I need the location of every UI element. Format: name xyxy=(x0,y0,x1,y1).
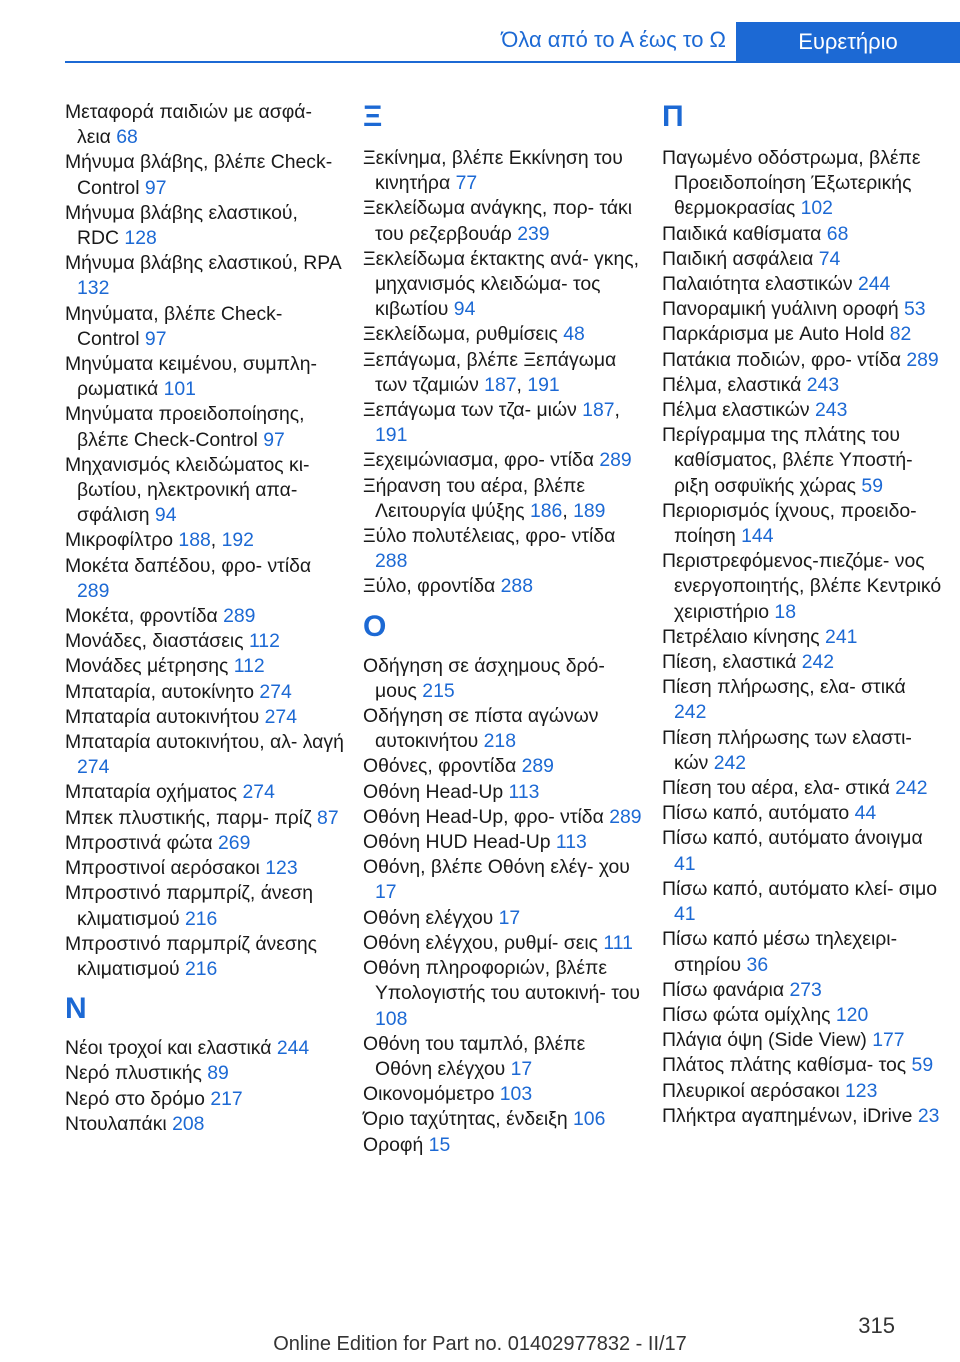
entry-text: Μοκέτα, φροντίδα xyxy=(65,605,218,628)
entry-text: Οθόνη Head-Up xyxy=(363,780,504,803)
index-entry xyxy=(363,146,643,196)
entry-text: Οικονομόμετρο xyxy=(363,1083,495,1106)
page-reference-link[interactable]: 144 xyxy=(741,525,774,548)
section-letter: Ξ xyxy=(363,100,383,133)
page-reference-link[interactable]: 216 xyxy=(184,957,218,980)
entry-text: Οθόνη ελέγχου xyxy=(363,906,494,929)
page-reference-link[interactable]: 187 xyxy=(582,399,615,422)
page-number: 315 xyxy=(858,1313,895,1338)
index-entry xyxy=(65,680,345,705)
index-entry xyxy=(65,604,345,629)
page-reference-link[interactable]: 17 xyxy=(510,1057,533,1080)
index-entry xyxy=(65,881,345,931)
entry-text: Ξεκλείδωμα, ρυθμίσεις xyxy=(363,323,558,346)
page-reference-link[interactable]: 242 xyxy=(801,651,835,674)
index-entry xyxy=(662,146,942,222)
entry-text: Μπαταρία, αυτοκίνητο xyxy=(65,680,255,703)
index-entry xyxy=(662,625,942,650)
index-entry xyxy=(65,1087,345,1112)
entry-text: Πλάγια όψη (Side View) xyxy=(662,1029,867,1052)
entry-text: Μήνυμα βλάβης ελαστικού, RPA xyxy=(65,252,341,275)
entry-text: Παρκάρισμα με Auto Hold xyxy=(662,323,885,346)
index-entry xyxy=(363,1107,643,1132)
entry-text: Πλήκτρα αγαπημένων, iDrive xyxy=(662,1104,913,1127)
page-reference-link[interactable]: 289 xyxy=(77,579,110,602)
page-reference-link[interactable]: 274 xyxy=(264,705,297,728)
entry-text: Παγωμένο οδόστρωμα, βλέπε Προειδοποίηση Έξωτερικής θερμοκρασίας xyxy=(662,147,921,220)
page-reference-link[interactable]: 218 xyxy=(483,730,516,753)
entry-text: Ξύλο πολυτέλειας, φρο‐ ντίδα xyxy=(363,525,616,548)
page-reference-link[interactable]: 274 xyxy=(77,756,110,779)
page-reference-link[interactable]: 97 xyxy=(144,176,167,199)
entry-text: Μπαταρία οχήματος xyxy=(65,781,238,804)
entry-text: Μπροστινά φώτα xyxy=(65,831,213,854)
index-entry xyxy=(65,251,345,301)
page-reference-link[interactable]: 216 xyxy=(184,907,218,930)
index-entry xyxy=(65,705,345,730)
index-entry xyxy=(662,675,942,725)
index-entry xyxy=(65,201,345,251)
page-reference-link[interactable]: 239 xyxy=(517,222,550,245)
index-entry xyxy=(662,373,942,398)
entry-text: Μπροστινοί αερόσακοι xyxy=(65,857,260,880)
page-reference-link[interactable]: 120 xyxy=(835,1003,869,1026)
entry-text: Μηχανισμός κλειδώματος κι‐ βωτίου, ηλεκτρονική απα‐ σφάλιση xyxy=(65,453,310,527)
entry-text: Μπροστινό παρμπρίζ, άνεση κλιματισμού xyxy=(65,882,314,930)
index-entry xyxy=(662,801,942,826)
page-reference-link[interactable]: 186 xyxy=(529,499,563,522)
page-reference-link[interactable]: 215 xyxy=(422,679,455,702)
index-entry xyxy=(662,272,942,297)
page-reference-link[interactable]: 87 xyxy=(317,806,339,829)
entry-text: Μπαταρία αυτοκινήτου, αλ‐ λαγή xyxy=(65,731,344,754)
page-reference-link[interactable]: 189 xyxy=(573,499,606,522)
page-reference-link[interactable]: 89 xyxy=(207,1062,229,1085)
page-reference-link[interactable]: 18 xyxy=(774,600,796,623)
index-column-2 xyxy=(363,100,643,1158)
entry-text: Πλάτος πλάτης καθίσμα‐ τος xyxy=(662,1054,907,1077)
page-reference-link[interactable]: 244 xyxy=(276,1037,310,1060)
index-entry xyxy=(65,100,345,150)
index-entry xyxy=(65,352,345,402)
page-reference-link[interactable]: 94 xyxy=(154,504,177,527)
index-entry xyxy=(65,1036,345,1061)
index-entry xyxy=(662,650,942,675)
index-column-3 xyxy=(662,100,942,1129)
page-reference-link[interactable]: 188 xyxy=(178,529,211,552)
entry-text: Πίσω καπό μέσω τηλεχειρι‐ στηρίου xyxy=(662,928,898,976)
index-entry xyxy=(662,222,942,247)
page-reference-link[interactable]: 77 xyxy=(455,172,478,195)
index-entry xyxy=(363,754,643,779)
page-reference-link[interactable]: 112 xyxy=(248,630,280,653)
page-reference-link[interactable]: 289 xyxy=(521,755,554,778)
page-reference-link[interactable]: 17 xyxy=(375,881,397,904)
page-reference-link[interactable]: 23 xyxy=(917,1104,940,1127)
entry-text: Πέλμα ελαστικών xyxy=(662,399,810,422)
index-entry xyxy=(662,1104,942,1129)
entry-text: Παιδική ασφάλεια xyxy=(662,247,814,270)
entry-text: Μοκέτα δαπέδου, φρο‐ ντίδα xyxy=(65,554,312,577)
page-reference-link[interactable]: 111 xyxy=(603,931,633,954)
page-reference-link[interactable]: 269 xyxy=(218,831,251,854)
entry-text: Οροφή xyxy=(363,1133,424,1156)
index-entry xyxy=(662,1003,942,1028)
entry-text: Οθόνη πληροφοριών, βλέπε Υπολογιστής του αυτοκινή‐ του xyxy=(363,957,641,1005)
index-entry xyxy=(363,1032,643,1082)
page-reference-link[interactable]: 289 xyxy=(609,805,642,828)
page-reference-link[interactable]: 68 xyxy=(116,126,138,149)
page-reference-link[interactable]: 192 xyxy=(221,529,254,552)
page-reference-link[interactable]: 241 xyxy=(825,625,858,648)
page-reference-link[interactable]: 82 xyxy=(889,323,912,346)
page-reference-link[interactable]: 53 xyxy=(904,298,926,321)
entry-text: Πέλμα, ελαστικά xyxy=(662,373,802,396)
entry-text: Νερό στο δρόμο xyxy=(65,1087,205,1110)
index-entry xyxy=(662,776,942,801)
page-reference-link[interactable]: 103 xyxy=(499,1083,533,1106)
entry-text: Οθόνη, βλέπε Οθόνη ελέγ‐ χου xyxy=(363,856,630,879)
entry-text: Μηνύματα κειμένου, συμπλη‐ ρωματικά xyxy=(65,353,317,401)
page-reference-link[interactable]: 15 xyxy=(428,1133,451,1156)
index-entry xyxy=(662,978,942,1003)
index-entry xyxy=(363,830,643,855)
index-entry xyxy=(65,402,345,452)
page-reference-link[interactable]: 48 xyxy=(563,323,585,346)
index-entry xyxy=(363,956,643,1032)
page-reference-link[interactable]: 187 xyxy=(484,373,517,396)
page-reference-link[interactable]: 113 xyxy=(508,780,540,803)
page-reference-link[interactable]: 123 xyxy=(265,857,298,880)
page-reference-link[interactable]: 112 xyxy=(233,655,265,678)
page-reference-link[interactable]: 97 xyxy=(144,327,167,350)
page-reference-link[interactable]: 113 xyxy=(555,831,587,854)
index-entry xyxy=(662,398,942,423)
entry-text: Πλευρικοί αερόσακοι xyxy=(662,1079,840,1102)
page-reference-link[interactable]: 74 xyxy=(818,247,841,270)
section-tab-index: Ευρετήριο xyxy=(736,22,960,62)
index-entry xyxy=(662,247,942,272)
page-reference-link[interactable]: 274 xyxy=(259,680,292,703)
index-entry: Ξεπάγωμα, βλέπε Ξεπάγωμα των τζαμιών 187, 191 xyxy=(363,348,617,396)
index-entry xyxy=(662,877,942,927)
entry-text: Ξεχειμώνιασμα, φρο‐ ντίδα xyxy=(363,449,594,472)
page-reference-link[interactable]: 242 xyxy=(674,701,707,724)
entry-text: Παλαιότητα ελαστικών xyxy=(662,273,853,296)
entry-text: Μεταφορά παιδιών με ασφά‐ λεια xyxy=(65,101,312,149)
index-entry xyxy=(65,831,345,856)
entry-text: Οδήγηση σε πίστα αγώνων αυτοκινήτου xyxy=(363,705,599,753)
index-entry xyxy=(662,1053,942,1078)
index-entry xyxy=(662,826,942,876)
page-reference-link[interactable]: 242 xyxy=(713,751,747,774)
index-entry xyxy=(662,322,942,347)
index-entry: Μικροφίλτρο 188, 192 xyxy=(65,529,254,552)
page-reference-link[interactable]: 68 xyxy=(826,222,849,245)
entry-text: Πίεση του αέρα, ελα‐ στικά xyxy=(662,777,890,800)
entry-text: Νέοι τροχοί και ελαστικά xyxy=(65,1037,272,1060)
page-reference-link[interactable]: 177 xyxy=(872,1029,905,1052)
index-entry xyxy=(363,906,643,931)
entry-text: Οθόνες, φροντίδα xyxy=(363,755,517,778)
entry-text: Πίσω καπό, αυτόματο κλεί‐ σιμο xyxy=(662,877,938,900)
entry-text: Πίσω καπό, αυτόματο xyxy=(662,802,850,825)
page-reference-link[interactable]: 289 xyxy=(906,348,939,371)
entry-text: Μηνύματα, βλέπε Check- Control xyxy=(65,302,283,350)
index-entry: Ξεπάγωμα των τζα‐ μιών 187, 191 xyxy=(363,399,620,447)
page-reference-link[interactable]: 44 xyxy=(854,802,877,825)
entry-text: Οθόνη HUD Head-Up xyxy=(363,831,551,854)
index-entry xyxy=(65,730,345,780)
page-reference-link[interactable]: 128 xyxy=(124,227,157,250)
entry-text: Πανοραμική γυάλινη οροφή xyxy=(662,298,899,321)
page-reference-link[interactable]: 289 xyxy=(599,449,632,472)
index-entry xyxy=(363,805,643,830)
index-entry xyxy=(65,453,345,529)
index-entry xyxy=(65,150,345,200)
index-entry xyxy=(65,856,345,881)
section-letter: Ο xyxy=(363,609,387,643)
entry-text: Πίσω φανάρια xyxy=(662,978,785,1001)
page-reference-link[interactable]: 288 xyxy=(375,550,408,573)
page-header xyxy=(0,0,960,62)
index-entry xyxy=(363,855,643,905)
section-letter: Ν xyxy=(65,992,87,1026)
index-entry xyxy=(363,524,643,574)
entry-text: Οθόνη Head-Up, φρο‐ ντίδα xyxy=(363,805,604,828)
entry-text: Μονάδες μέτρησης xyxy=(65,655,229,678)
page-reference-link[interactable]: 244 xyxy=(857,273,891,296)
index-column-1 xyxy=(65,100,345,1137)
entry-text: Περίγραμμα της πλάτης του καθίσματος, βλέπε Υποστή‐ ριξη οσφυϊκής χώρας xyxy=(662,424,913,497)
entry-text: Μπροστινό παρμπρίζ άνεσης κλιματισμού xyxy=(65,932,317,980)
entry-text: Μήνυμα βλάβης ελαστικού, RDC xyxy=(65,201,298,250)
entry-text: Μήνυμα βλάβης, βλέπε Check-Control xyxy=(65,151,333,199)
index-entry xyxy=(65,302,345,352)
entry-text: Ξήρανση του αέρα, βλέπε Λειτουργία ψύξης xyxy=(363,474,586,522)
index-entry xyxy=(662,499,942,549)
page-reference-link[interactable]: 208 xyxy=(172,1112,205,1135)
page-reference-link[interactable]: 242 xyxy=(895,777,928,800)
index-entry xyxy=(363,654,643,704)
page-reference-link[interactable]: 59 xyxy=(911,1054,934,1077)
index-entry xyxy=(363,247,643,323)
entry-text: Ξεκίνημα, βλέπε Εκκίνηση του κινητήρα xyxy=(363,147,623,195)
page-reference-link[interactable]: 191 xyxy=(375,424,408,447)
entry-text: Πίεση πλήρωσης, ελα‐ στικά xyxy=(662,676,906,699)
index-entry xyxy=(363,780,643,805)
page-reference-link[interactable]: 36 xyxy=(746,953,769,976)
index-entry xyxy=(363,448,643,473)
entry-text: Παιδικά καθίσματα xyxy=(662,222,822,245)
breadcrumb: Όλα από το Α έως το Ω xyxy=(501,27,726,52)
index-entry xyxy=(65,780,345,805)
entry-text: Περιστρεφόμενος-πιεζόμε‐ νος ενεργοποιητής, βλέπε Κεντρικό χειριστήριο xyxy=(662,550,942,623)
entry-text: Μικροφίλτρο xyxy=(65,529,174,552)
index-entry xyxy=(662,726,942,776)
entry-text: Ξεπάγωμα των τζα‐ μιών xyxy=(363,399,577,422)
index-entry: Ξήρανση του αέρα, βλέπε Λειτουργία ψύξης 186, 189 xyxy=(363,474,606,522)
entry-text: Πατάκια ποδιών, φρο‐ ντίδα xyxy=(662,348,901,371)
page-reference-link[interactable]: 97 xyxy=(263,428,285,451)
entry-text: Ξύλο, φροντίδα xyxy=(363,575,496,598)
entry-text: Περιορισμός ίχνους, προειδο‐ ποίηση xyxy=(662,499,917,548)
entry-text: Ξεκλείδωμα ανάγκης, πορ‐ τάκι του ρεζερβουάρ xyxy=(363,197,633,245)
index-entry xyxy=(363,1082,643,1107)
index-entry xyxy=(662,1079,942,1104)
entry-text: Ξεπάγωμα, βλέπε Ξεπάγωμα των τζαμιών xyxy=(363,348,617,396)
index-entry xyxy=(65,554,345,604)
index-entry xyxy=(662,1028,942,1053)
index-entry xyxy=(363,931,643,956)
index-entry xyxy=(662,297,942,322)
index-entry xyxy=(363,322,643,347)
page-reference-link[interactable]: 217 xyxy=(210,1087,243,1110)
entry-text: Πίεση πλήρωσης των ελαστι‐ κών xyxy=(662,726,912,774)
index-entry xyxy=(662,423,942,499)
index-entry xyxy=(363,574,643,599)
page-reference-link[interactable]: 41 xyxy=(674,852,696,875)
page-reference-link[interactable]: 108 xyxy=(375,1007,408,1030)
index-entry xyxy=(65,1061,345,1086)
index-entry xyxy=(65,1112,345,1137)
page-reference-link[interactable]: 59 xyxy=(861,474,883,497)
index-entry xyxy=(65,654,345,679)
entry-text: Ντουλαπάκι xyxy=(65,1112,167,1135)
page-reference-link[interactable]: 243 xyxy=(815,399,848,422)
section-letter: Π xyxy=(662,100,684,133)
entry-text: Μπαταρία αυτοκινήτου xyxy=(65,705,260,728)
index-entry xyxy=(662,549,942,625)
header-rule xyxy=(65,61,960,63)
entry-text: Μονάδες, διαστάσεις xyxy=(65,630,244,653)
page-reference-link[interactable]: 243 xyxy=(806,373,840,396)
page-reference-link[interactable]: 94 xyxy=(453,298,476,321)
entry-text: Οθόνη ελέγχου, ρυθμί‐ σεις xyxy=(363,931,599,954)
page-reference-link[interactable]: 101 xyxy=(163,378,196,401)
index-entry xyxy=(65,806,345,831)
index-entry xyxy=(363,1133,643,1158)
entry-text: Όριο ταχύτητας, ένδειξη xyxy=(363,1108,568,1131)
entry-text: Πίσω φώτα ομίχλης xyxy=(662,1003,831,1026)
index-entry xyxy=(65,629,345,654)
entry-text: Οθόνη του ταμπλό, βλέπε Οθόνη ελέγχου xyxy=(363,1032,586,1080)
entry-text: Πίσω καπό, αυτόματο άνοιγμα xyxy=(662,827,923,850)
page-reference-link[interactable]: 274 xyxy=(242,781,275,804)
entry-text: Οδήγηση σε άσχημους δρό‐ μους xyxy=(363,654,605,702)
index-entry xyxy=(65,932,345,982)
entry-text: Πετρέλαιο κίνησης xyxy=(662,625,820,648)
page-reference-link[interactable]: 191 xyxy=(527,373,560,396)
page-reference-link[interactable]: 132 xyxy=(77,277,110,300)
page-reference-link[interactable]: 123 xyxy=(845,1079,878,1102)
entry-text: Ξεκλείδωμα έκτακτης ανά‐ γκης, μηχανισμός κλειδώμα‐ τος κιβωτίου xyxy=(363,247,639,321)
edition-footer: Online Edition for Part no. 01402977832 - II/17 xyxy=(273,1333,687,1355)
index-entry xyxy=(363,704,643,754)
entry-text: Μηνύματα προειδοποίησης, βλέπε Check-Control xyxy=(65,403,305,451)
page-reference-link[interactable]: 41 xyxy=(674,903,696,926)
page-reference-link[interactable]: 102 xyxy=(800,197,833,220)
page-reference-link[interactable]: 288 xyxy=(500,575,533,598)
index-entry xyxy=(363,196,643,246)
page-reference-link[interactable]: 273 xyxy=(789,978,822,1001)
page-reference-link[interactable]: 106 xyxy=(573,1108,606,1131)
page-reference-link[interactable]: 17 xyxy=(498,906,521,929)
page-reference-link[interactable]: 289 xyxy=(223,605,256,628)
entry-text: Νερό πλυστικής xyxy=(65,1062,202,1085)
index-entry xyxy=(662,348,942,373)
index-entry xyxy=(662,927,942,977)
entry-text: Μπεκ πλυστικής, παρμ‐ πρίζ xyxy=(65,806,312,829)
entry-text: Πίεση, ελαστικά xyxy=(662,651,797,674)
